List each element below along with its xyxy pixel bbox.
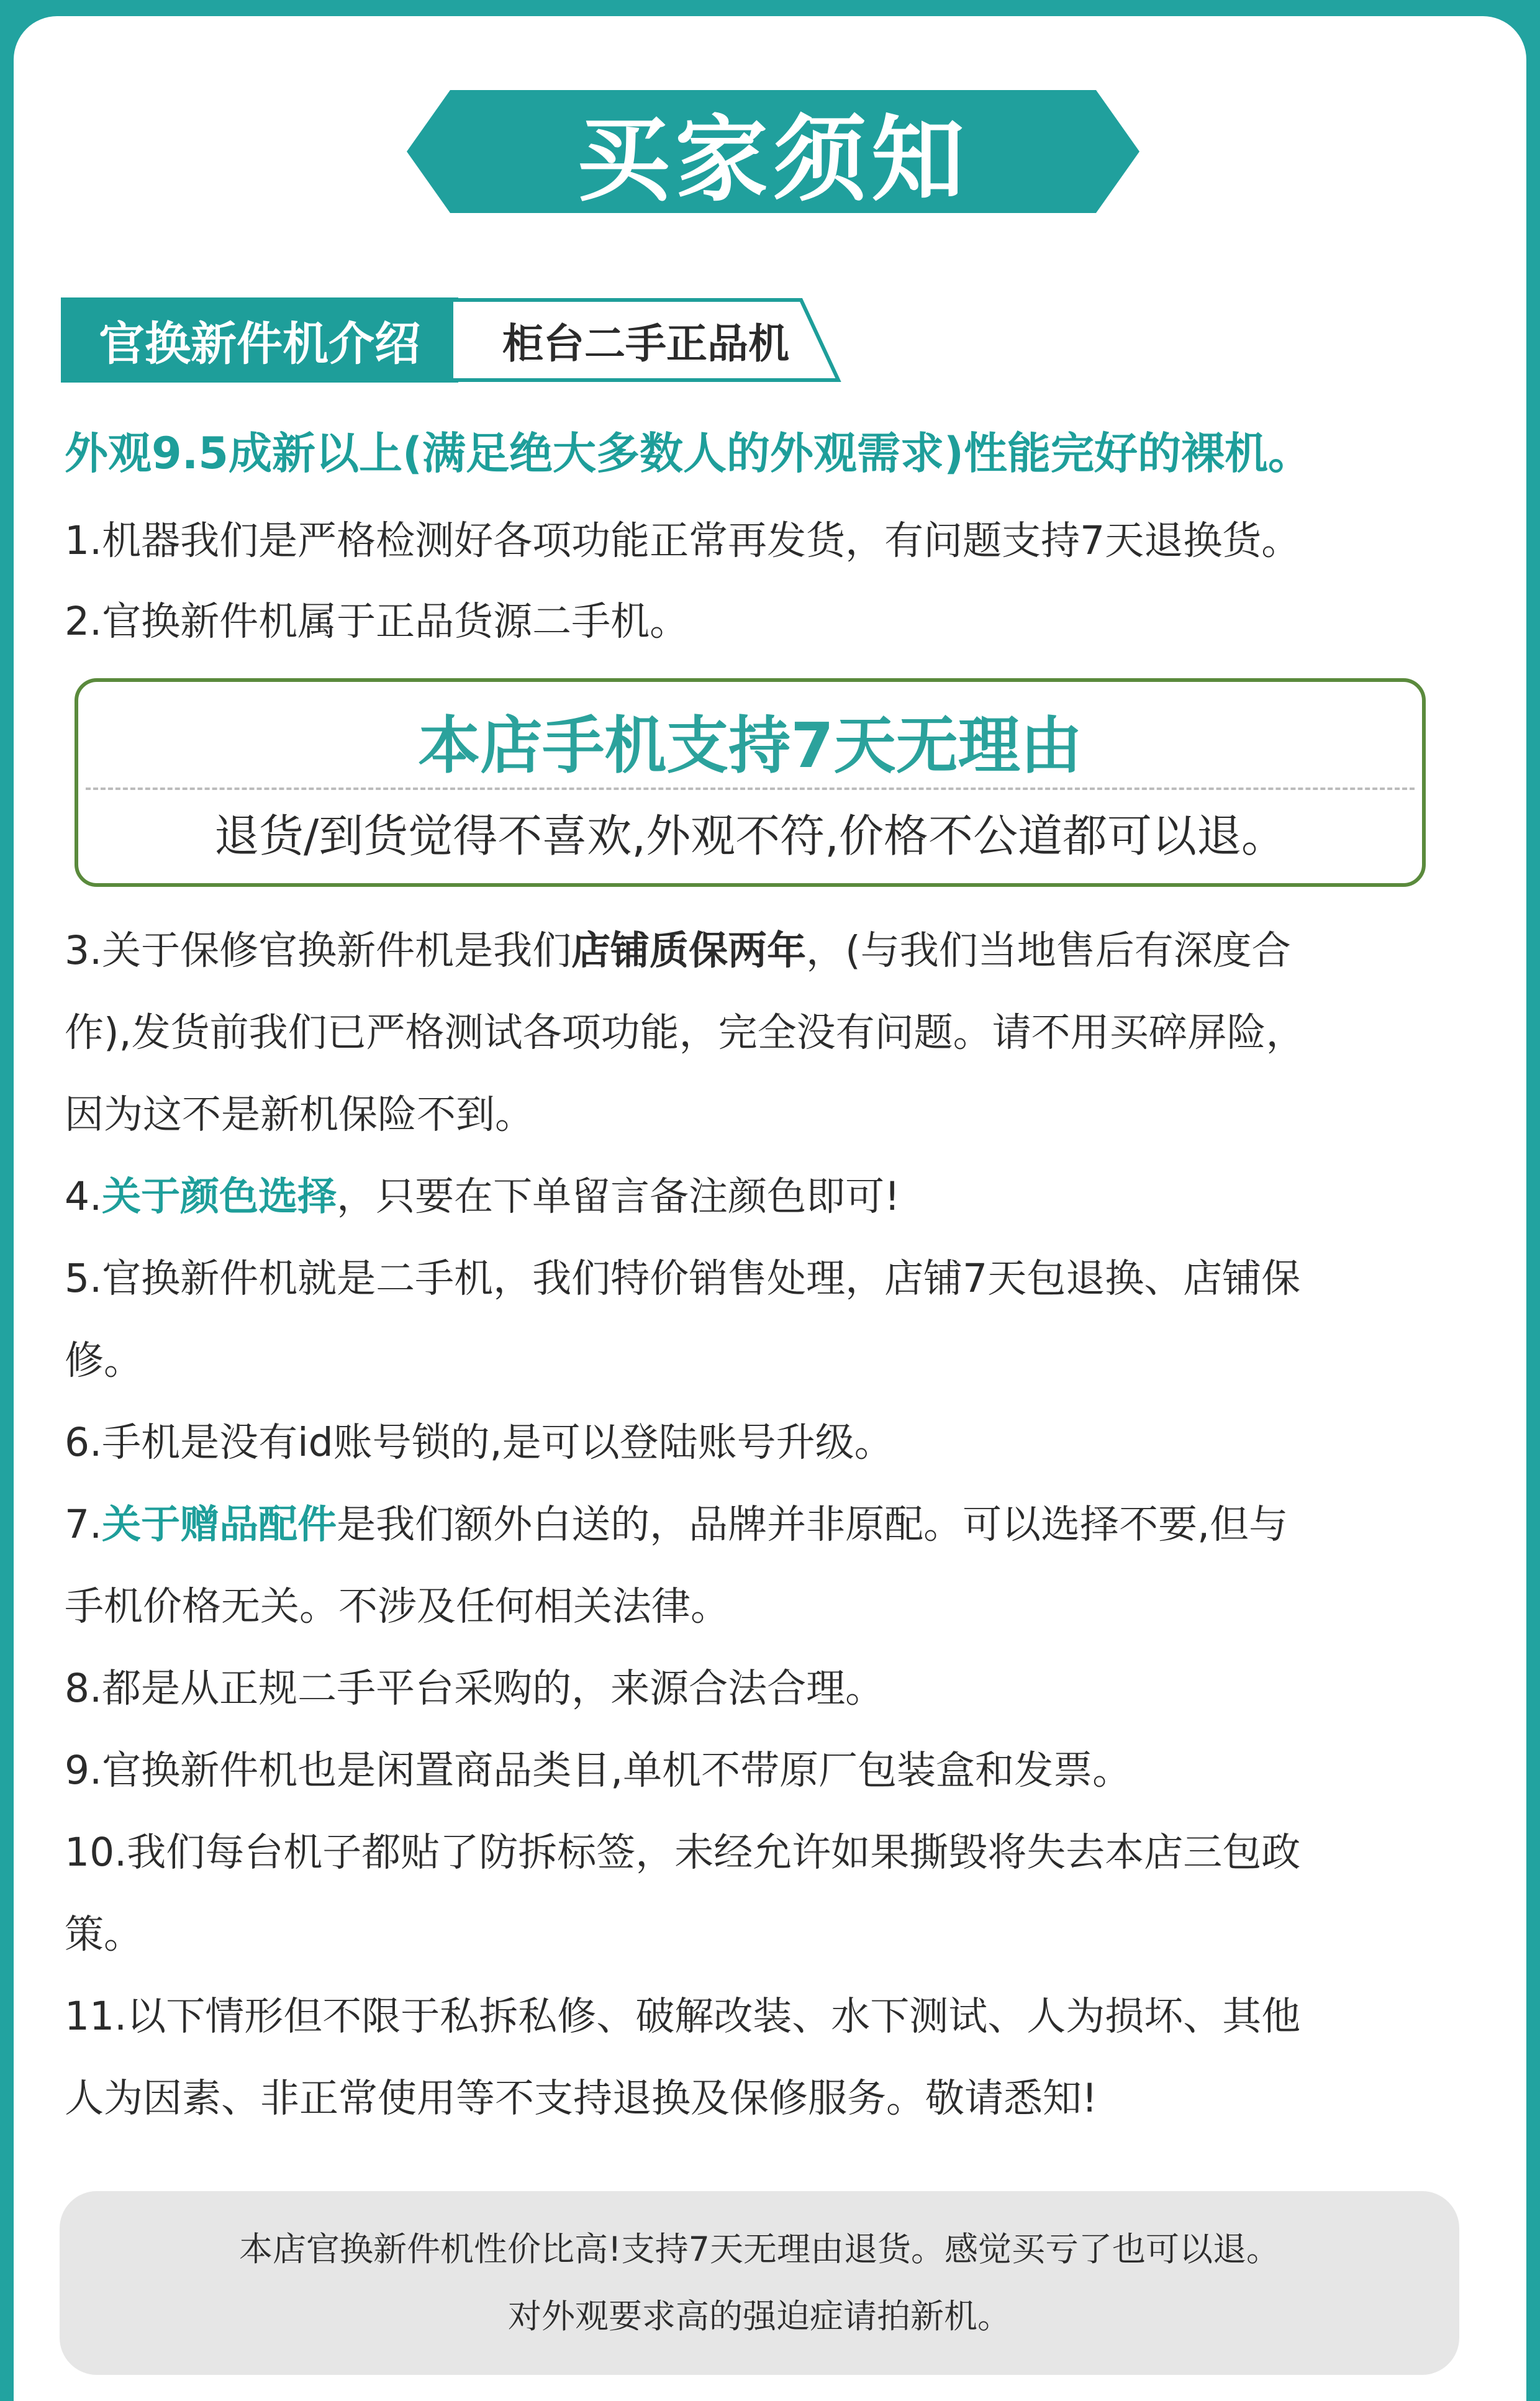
tab-official-refurb[interactable]: 官换新件机介绍 <box>61 297 458 383</box>
item-10-line-2: 策。 <box>65 1912 143 1957</box>
item-8: 8.都是从正规二手平台采购的，来源合法合理。 <box>65 1666 885 1711</box>
footer-line-1: 本店官换新件机性价比高!支持7天无理由退货。感觉买亏了也可以退。 <box>238 2230 1280 2269</box>
item-10-line-1: 10.我们每台机子都贴了防拆标签，未经允许如果撕毁将失去本店三包政 <box>65 1830 1301 1875</box>
item-4 <box>65 1156 1480 1238</box>
item-11-line-2: 人为因素、非正常使用等不支持退换及保修服务。敬请悉知! <box>65 2076 1098 2121</box>
item-1: 1.机器我们是严格检测好各项功能正常再发货，有问题支持7天退换货。 <box>65 518 1301 563</box>
item-3-line-1 <box>65 910 1480 992</box>
tab-counter-used[interactable] <box>453 297 841 383</box>
item-3-bold: 店铺质保两年 <box>571 928 807 973</box>
footer-note <box>60 2191 1459 2375</box>
tab-counter-used-label: 柜台二手正品机 <box>502 320 789 368</box>
notice-subtitle: 退货/到货觉得不喜欢,外观不符,价格不公道都可以退。 <box>214 810 1287 862</box>
dashed-divider <box>86 787 1415 790</box>
headline: 外观9.5成新以上(满足绝大多数人的外观需求)性能完好的裸机。 <box>65 428 1311 479</box>
item-11-line-1: 11.以下情形但不限于私拆私修、破解改装、水下测试、人为损坏、其他 <box>65 1994 1301 2039</box>
item-3-line-2: 作),发货前我们已严格测试各项功能，完全没有问题。请不用买碎屏险， <box>65 1010 1305 1055</box>
notice-title: 本店手机支持7天无理由 <box>418 709 1082 782</box>
item-7-highlight: 关于赠品配件 <box>102 1502 337 1547</box>
item-4-highlight: 关于颜色选择 <box>102 1174 337 1219</box>
item-9: 9.官换新件机也是闲置商品类目,单机不带原厂包装盒和发票。 <box>65 1748 1132 1793</box>
item-5-line-1: 5.官换新件机就是二手机，我们特价销售处理，店铺7天包退换、店铺保 <box>65 1256 1301 1301</box>
item-7-rest: 是我们额外白送的，品牌并非原配。可以选择不要,但与 <box>337 1502 1289 1547</box>
banner-title: 买家须知 <box>576 106 969 214</box>
item-3-line-3: 因为这不是新机保险不到。 <box>65 1092 534 1137</box>
item-2: 2.官换新件机属于正品货源二手机。 <box>65 599 689 644</box>
footer-line-2: 对外观要求高的强迫症请拍新机。 <box>508 2297 1011 2336</box>
item-3-rest: ，(与我们当地售后有深度合 <box>806 928 1291 973</box>
item-7-line-2: 手机价格无关。不涉及任何相关法律。 <box>65 1584 730 1629</box>
item-4-rest: ，只要在下单留言备注颜色即可! <box>337 1174 900 1219</box>
notice-box <box>75 678 1426 887</box>
item-7-prefix: 7. <box>65 1502 102 1547</box>
item-6: 6.手机是没有id账号锁的,是可以登陆账号升级。 <box>65 1420 894 1465</box>
item-4-prefix: 4. <box>65 1174 102 1219</box>
item-7-line-1 <box>65 1484 1480 1566</box>
item-3-prefix: 3.关于保修官换新件机是我们 <box>65 928 572 973</box>
title-banner <box>407 90 1139 213</box>
item-5-line-2: 修。 <box>65 1338 143 1383</box>
